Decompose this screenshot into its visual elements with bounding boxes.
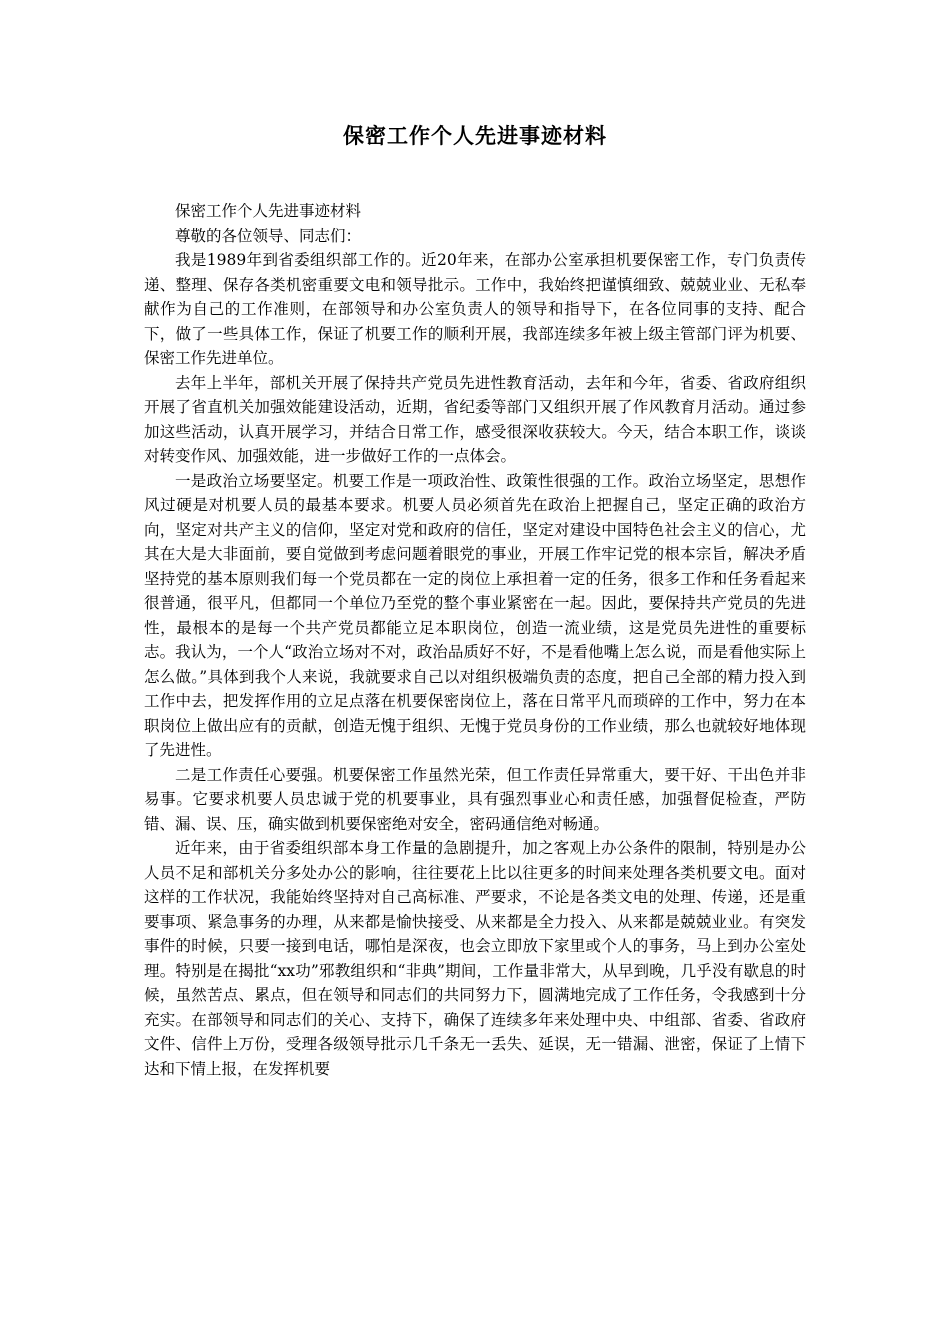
paragraph-recent-work: 近年来，由于省委组织部本身工作量的急剧提升，加之客观上办公条件的限制，特别是办公人员不足和部机关分多处办公的影响，往往要花上比以往更多的时间来处理各类机要文电。面对这样的工作状况，我能始终坚持对自己高标准、严要求，不论是各类文电的处理、传递，还是重要事项、紧急事务的办理，从来都是愉快接受、从来都是全力投入、从来都是兢兢业业。有突发事件的时候，只要一接到电话，哪怕是深夜，也会立即放下家里或个人的事务，马上到办公室处理。特别是在揭批“xx功”邪教组织和“非典”期间，工作量非常大，从早到晚，几乎没有歇息的时候，虽然苦点、累点，但在领导和同志们的共同努力下，圆满地完成了工作任务，令我感到十分充实。在部领导和同志们的关心、支持下，确保了连续多年来处理中央、中组部、省委、省政府文件、信件上万份，受理各级领导批示几千条无一丢失、延误，无一错漏、泄密，保证了上情下达和下情上报，在发挥机要 — [144, 839, 806, 1078]
paragraph-political-stance: 一是政治立场要坚定。机要工作是一项政治性、政策性很强的工作。政治立场坚定，思想作风过硬是对机要人员的最基本要求。机要人员必须首先在政治上把握自己，坚定正确的政治方向，坚定对共产主义的信仰，坚定对党和政府的信任，坚定对建设中国特色社会主义的信心，尤其在大是大非面前，要自觉做到考虑问题着眼党的事业，开展工作牢记党的根本宗旨，解决矛盾坚持党的基本原则我们每一个党员都在一定的岗位上承担着一定的任务，很多工作和任务看起来很普通，很平凡，但都同一个单位乃至党的整个事业紧密在一起。因此，要保持共产党员的先进性，最根本的是每一个共产党员都能立足本职岗位，创造一流业绩，这是党员先进性的重要标志。我认为，一个人“政治立场对不对，政治品质好不好，不是看他嘴上怎么说，而是看他实际上怎么做。”具体到我个人来说，我就要求自己以对组织极端负责的态度，把自己全部的精力投入到工作中去，把发挥作用的立足点落在机要保密岗位上，落在日常平凡而琐碎的工作中，努力在本职岗位上做出应有的贡献，创造无愧于组织、无愧于党员身份的工作业绩，那么也就较好地体现了先进性。 — [144, 471, 806, 759]
document-body — [144, 199, 806, 1081]
body-subtitle: 保密工作个人先进事迹材料 — [175, 202, 362, 220]
paragraph-responsibility: 二是工作责任心要强。机要保密工作虽然光荣，但工作责任异常重大，要干好、干出色并非易事。它要求机要人员忠诚于党的机要事业，具有强烈事业心和责任感，加强督促检查，严防错、漏、误、压，确实做到机要保密绝对安全，密码通信绝对畅通。 — [144, 765, 806, 833]
salutation: 尊敬的各位领导、同志们： — [175, 226, 362, 245]
paragraph-introduction: 我是1989年到省委组织部工作的。近20年来，在部办公室承担机要保密工作，专门负责传递、整理、保存各类机密重要文电和领导批示。工作中，我始终把谨慎细致、兢兢业业、无私奉献作为自己的工作准则，在部领导和办公室负责人的领导和指导下，在各位同事的支持、配合下，做了一些具体工作，保证了机要工作的顺利开展，我部连续多年被上级主管部门评为机要、保密工作先进单位。 — [144, 251, 806, 367]
document-title: 保密工作个人先进事迹材料 — [343, 123, 607, 148]
paragraph-activities: 去年上半年，部机关开展了保持共产党员先进性教育活动，去年和今年，省委、省政府组织开展了省直机关加强效能建设活动，近期，省纪委等部门又组织开展了作风教育月活动。通过参加这些活动，认真开展学习，并结合日常工作，感受很深收获较大。今天，结合本职工作，谈谈对转变作风、加强效能，进一步做好工作的一点体会。 — [144, 373, 806, 465]
